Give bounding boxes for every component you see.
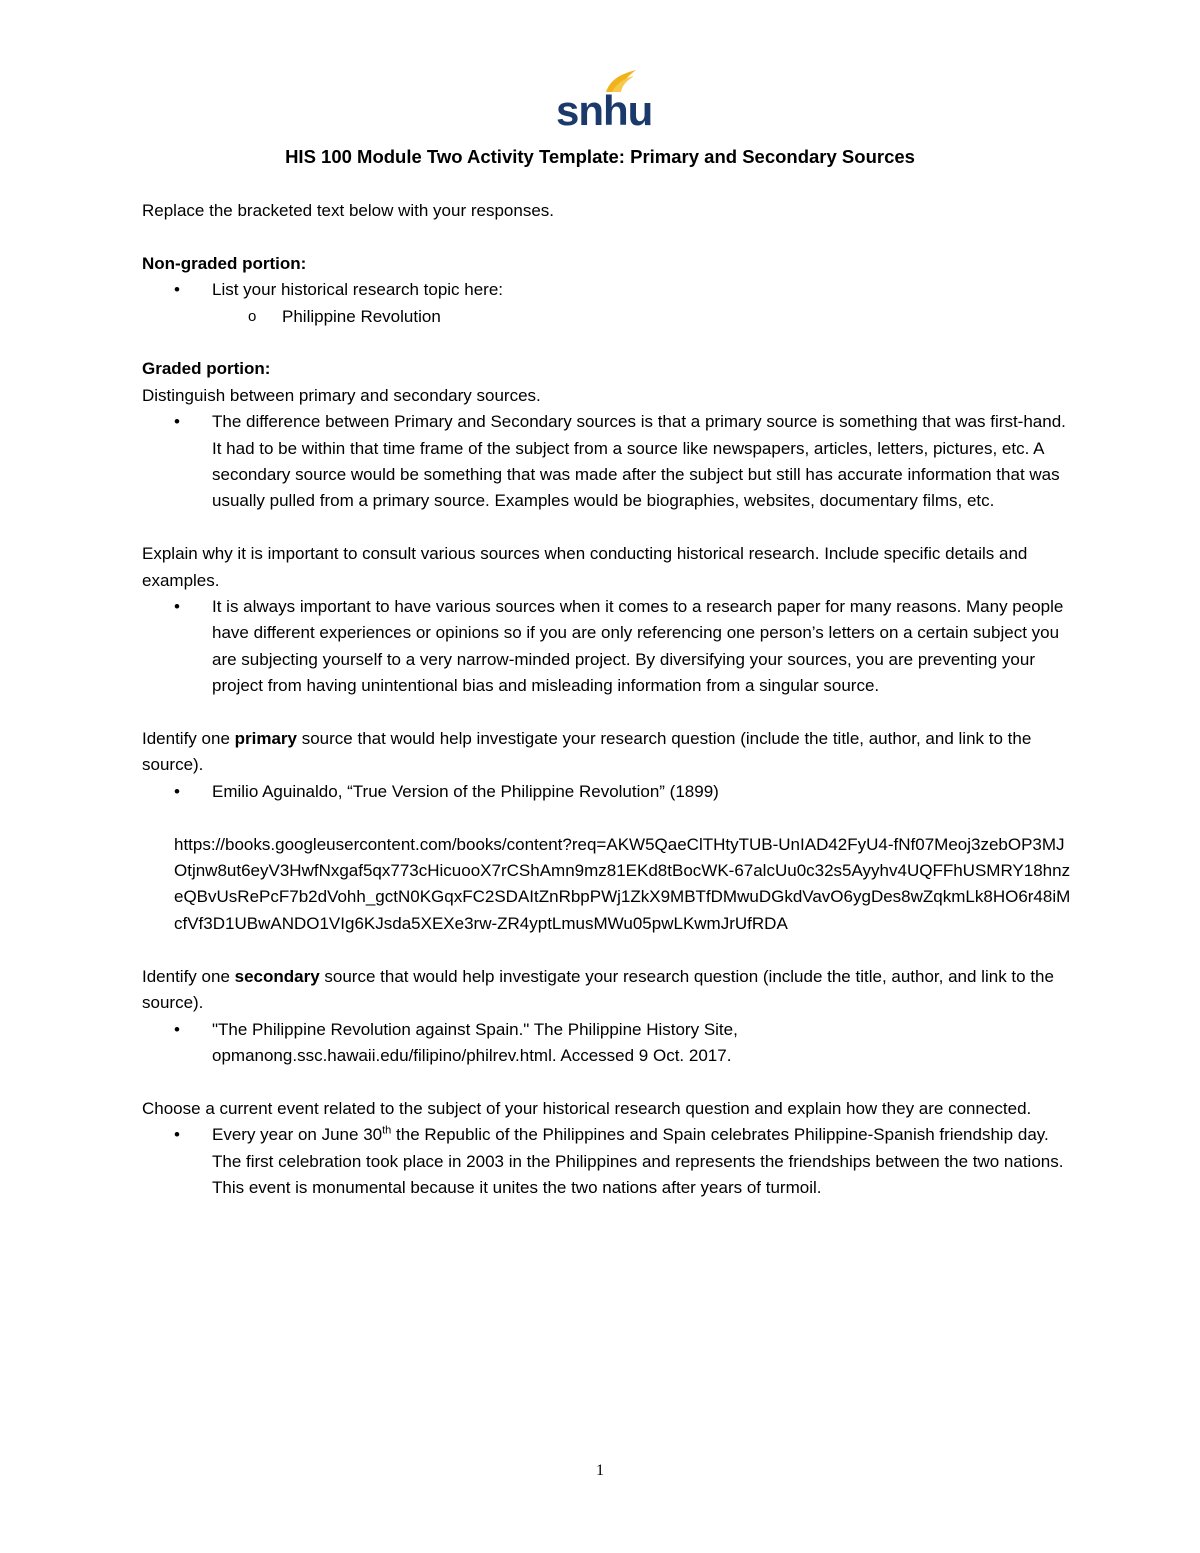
non-graded-heading: Non-graded portion: [142,253,307,273]
q2-prompt: Explain why it is important to consult various sources when conducting historical research. Include specific details and examples. [142,544,1028,590]
q2-answer-list [142,594,1072,700]
q4-answer: • "The Philippine Revolution against Spain." The Philippine History Site, opmanong.ssc.hawaii.edu/filipino/philrev.html. Accessed 9 Oct. 2017. [142,1017,1072,1070]
q2-answer: • It is always important to have various sources when it comes to a research paper for many reasons. Many people have different experiences or opinions so if you are only referencing one person’s letters on a certain subject you are subjecting yourself to a very narrow-minded project. By diversifying your sources, you are preventing your project from having unintentional bias and misleading information from a singular source. [142,594,1072,700]
instructions: Replace the bracketed text below with your responses. [142,201,555,220]
non-graded-list [142,277,1072,303]
q3-prompt-bold: primary [234,729,297,749]
page-number: 1 [596,1462,604,1479]
q5-answer-pre: Every year on June 30 [212,1125,383,1145]
q3-answer: • Emilio Aguinaldo, “True Version of the Philippine Revolution” (1899) [142,779,1072,805]
page-title: HIS 100 Module Two Activity Template: Primary and Secondary Sources [285,146,915,167]
q3-source-link[interactable]: https://books.googleusercontent.com/books/content?req=AKW5QaeClTHtyTUB-UnIAD42FyU4-fNf07Meoj3zebOP3MJOtjnw8ut6eyV3HwfNxgaf5qx773cHicuooX7rCShAmn9mz81EKd8tBocWK-67alcUu0c32s5Ayyhv4UQFFhUSMRY18hnzeQBvUsRePcF7b2dVohh_gctN0KGqxFC2SDAItZnRbpPWj1ZkX9MBTfDMwuDGkdVavO6ygDes8wZqkmLk8HO6r48iMcfVf3D1UBwANDO1VIg6KJsda5XEXe3rw-ZR4yptLmusMWu05pwLKwmJrUfRDA [174,834,1071,933]
q3-answer-list [142,779,1072,805]
q3-prompt-post: source that would help investigate your research question (include the title, author, and link to the source). [142,729,1032,775]
q5-answer-sup: th [382,1124,392,1137]
q4-prompt-post: source that would help investigate your research question (include the title, author, and link to the source). [142,966,1054,1013]
list-item: • List your historical research topic here: [142,277,1072,303]
snhu-logo [556,72,653,134]
q3-prompt-pre: Identify one [142,729,235,749]
q4-prompt-pre: Identify one [142,966,235,986]
q5-answer-list [142,1122,1072,1201]
q1-answer-list [142,409,1072,515]
document-body [142,198,1072,1201]
q1-prompt: Distinguish between primary and secondary sources. [142,385,541,405]
q4-answer-list [142,1017,1072,1070]
q1-answer: • The difference between Primary and Secondary sources is that a primary source is something that was first-hand. It had to be within that time frame of the subject from a source like newspapers, articles, letters, pictures, etc. A secondary source would be something that was made after the subject but still has accurate information that was usually pulled from a primary source. Examples would be biographies, websites, documentary films, etc. [142,409,1072,515]
q5-prompt: Choose a current event related to the subject of your historical research question and explain how they are connected. [142,1098,1032,1118]
logo-text: snhu [556,87,653,134]
graded-heading: Graded portion: [142,359,271,379]
q4-prompt-bold: secondary [234,966,320,986]
q5-answer-post: the Republic of the Philippines and Spain celebrates Philippine-Spanish friendship day. The first celebration took place in 2003 in the Philippines and represents the friendships between the two nations. This event is monumental because it unites the two nations after years of turmoil. [212,1125,1064,1197]
q3-prompt [142,726,1072,779]
topic-item: o Philippine Revolution [142,304,1072,330]
q4-prompt [142,964,1072,1017]
q5-answer [142,1122,1072,1201]
topic-list [142,304,1072,330]
